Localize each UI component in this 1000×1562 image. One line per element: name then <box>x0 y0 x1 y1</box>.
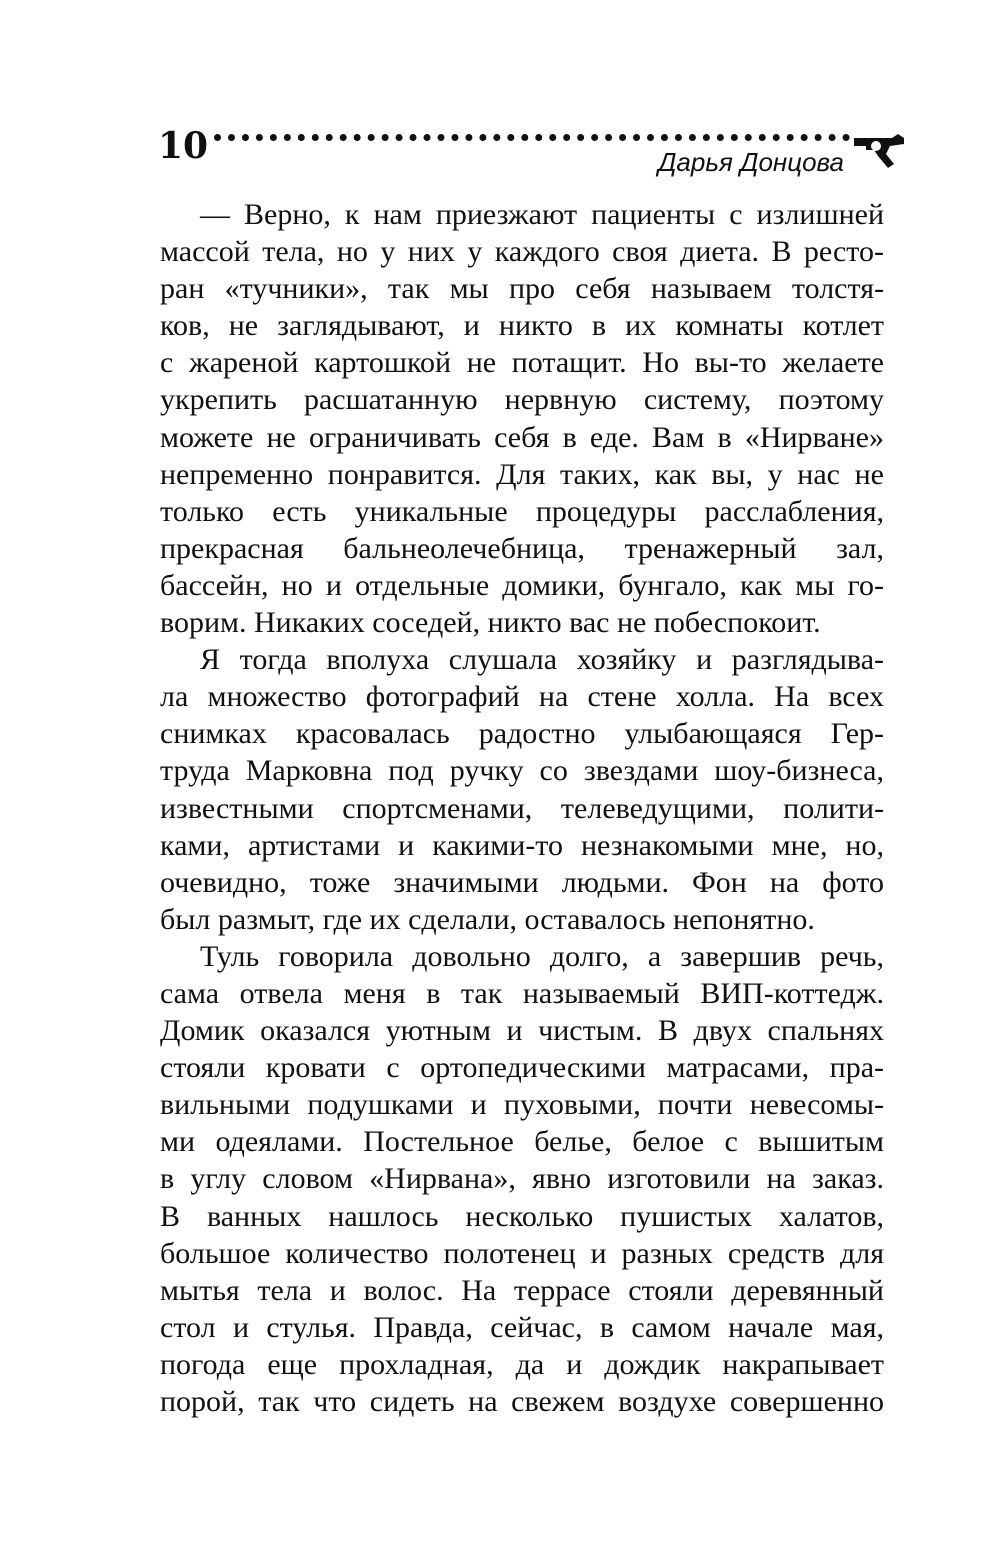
text-line: Туль говорила довольно долго, а завершив речь, <box>200 939 884 973</box>
text-line: труда Марковна под ручку со звездами шоу-бизнеса, <box>160 754 884 788</box>
paragraph <box>160 938 884 1420</box>
text-line: ран «тучники», так мы про себя называем толстя- <box>160 272 884 306</box>
text-line: мытья тела и волос. На террасе стояли деревянный <box>160 1273 884 1307</box>
running-head-author: Дарья Донцова <box>658 147 844 177</box>
text-line: порой, так что сидеть на свежем воздухе совершенно <box>160 1385 884 1418</box>
text-line: можете не ограничивать себя в еде. Вам в «Нирване» <box>160 420 884 454</box>
text-line: ми одеялами. Постельное белье, белое с вышитым <box>160 1125 884 1159</box>
text-line: в углу словом «Нирвана», явно изготовили на заказ. <box>160 1162 884 1196</box>
text-line: В ванных нашлось несколько пушистых халатов, <box>160 1199 884 1233</box>
text-line: был размыт, где их сделали, оставалось непонятно. <box>160 902 815 936</box>
text-line: очевидно, тоже значимыми людьми. Фон на фото <box>160 865 884 899</box>
header-dotted-rule <box>214 134 850 141</box>
text-line: стол и стулья. Правда, сейчас, в самом начале мая, <box>160 1310 884 1344</box>
page-number: 10 <box>158 125 209 167</box>
text-line: — Верно, к нам приезжают пациенты с излишней <box>200 198 884 231</box>
text-line: только есть уникальные процедуры расслабления, <box>160 494 884 528</box>
text-line: вильными подушками и пуховыми, почти невесомы- <box>160 1088 884 1122</box>
text-line: Я тогда вполуха слушала хозяйку и разглядыва- <box>200 643 884 677</box>
text-line: ками, артистами и какими-то незнакомыми мне, но, <box>160 828 884 862</box>
text-line: Домик оказался уютным и чистым. В двух спальнях <box>160 1014 884 1048</box>
text-line: снимках красовалась радостно улыбающаяся Гер- <box>160 717 884 751</box>
text-line: сама отвела меня в так называемый ВИП-коттедж. <box>160 976 884 1010</box>
text-line: ла множество фотографий на стене холла. На всех <box>160 680 884 714</box>
text-line: известными спортсменами, телеведущими, полити- <box>160 791 884 825</box>
text-line: массой тела, но у них у каждого своя диета. В ресто- <box>160 235 884 269</box>
text-line: большое количество полотенец и разных средств для <box>160 1236 884 1270</box>
revolver-icon <box>852 124 908 170</box>
text-line: укрепить расшатанную нервную систему, поэтому <box>160 383 884 417</box>
text-line: бассейн, но и отдельные домики, бунгало, как мы го- <box>160 568 884 602</box>
text-line: стояли кровати с ортопедическими матрасами, пра- <box>160 1051 884 1085</box>
body-text <box>160 196 884 1420</box>
text-line: непременно понравится. Для таких, как вы, у нас не <box>160 457 884 491</box>
text-line: с жареной картошкой не потащит. Но вы-то желаете <box>160 346 884 380</box>
text-line: ворим. Никаких соседей, никто вас не побеспокоит. <box>160 606 821 640</box>
text-line: ков, не заглядывают, и никто в их комнаты котлет <box>160 309 884 343</box>
paragraph <box>160 196 884 641</box>
paragraph <box>160 641 884 938</box>
text-line: прекрасная бальнеолечебница, тренажерный зал, <box>160 531 884 565</box>
text-line: погода еще прохладная, да и дождик накрапывает <box>160 1347 884 1381</box>
